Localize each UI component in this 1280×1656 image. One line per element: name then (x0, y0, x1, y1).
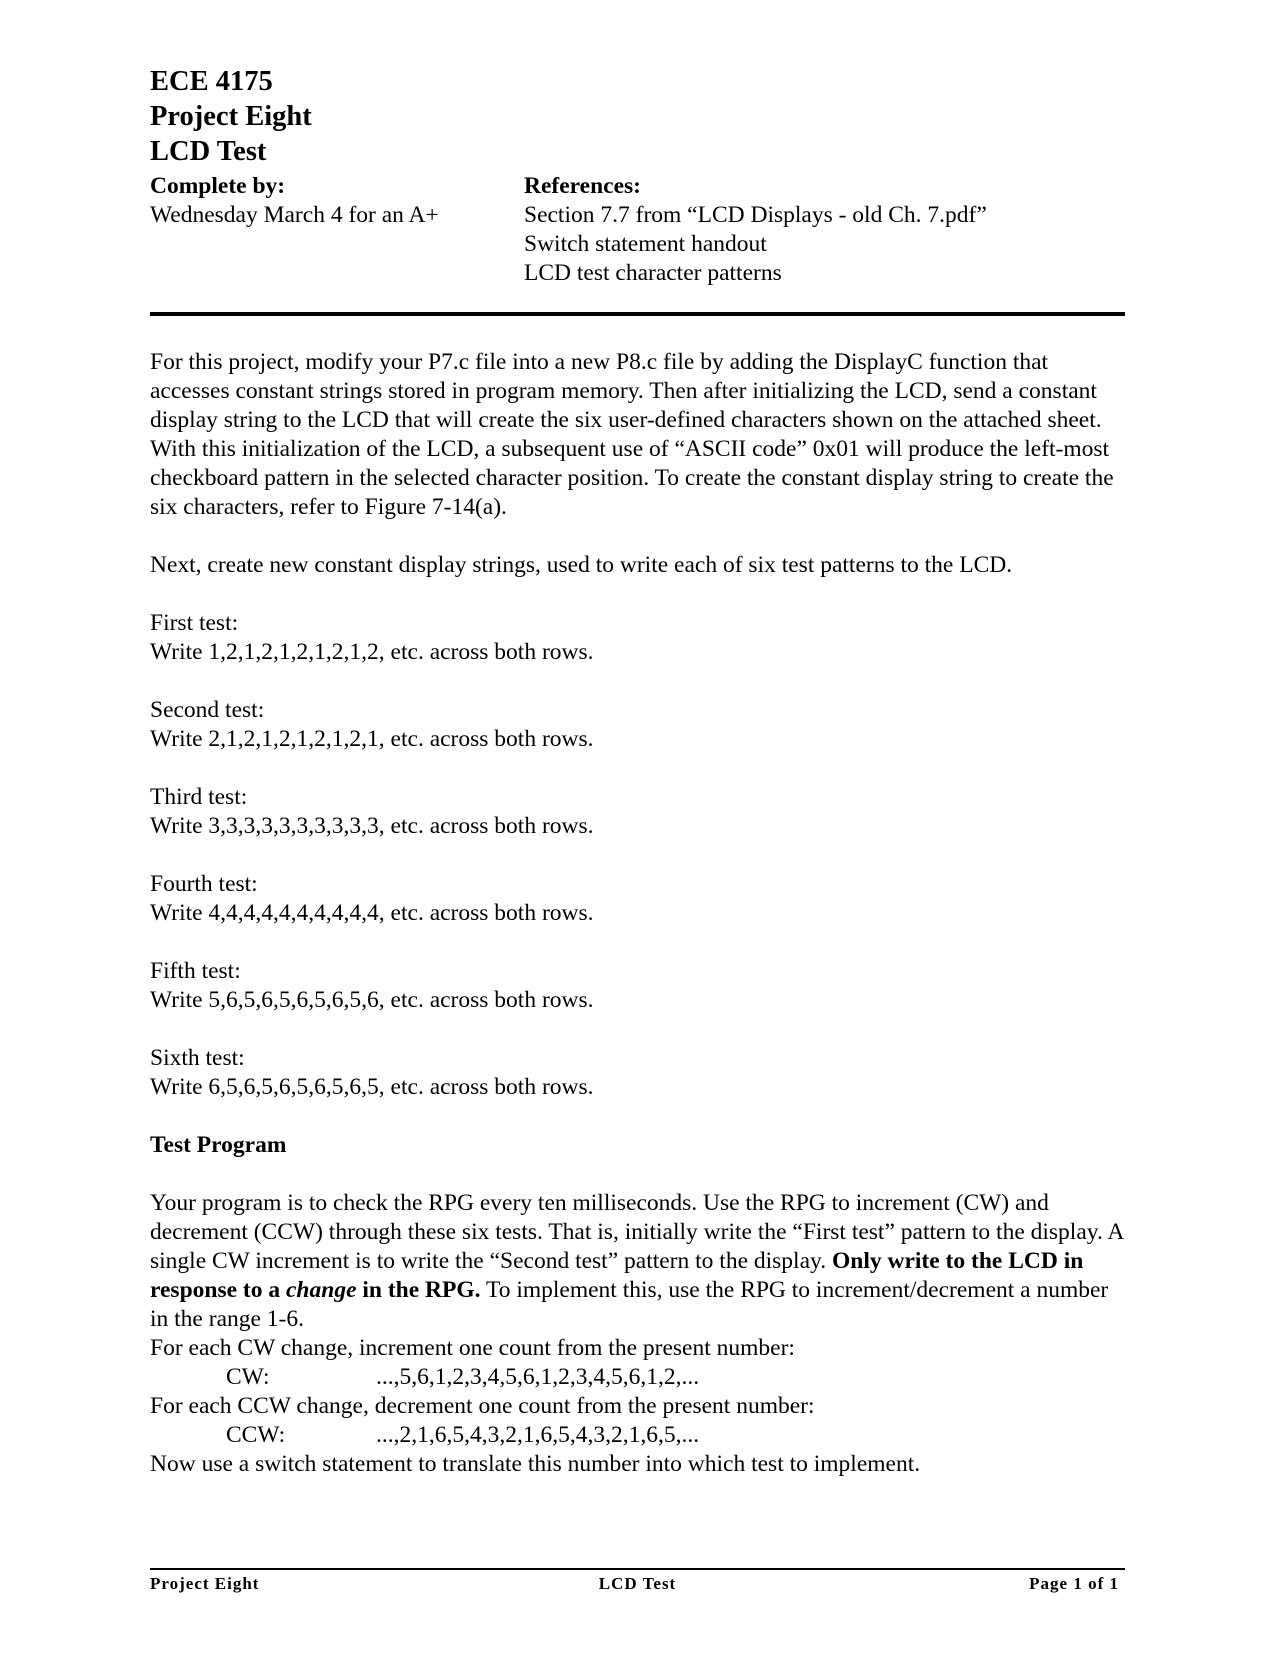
test-label: Fourth test: (150, 871, 258, 897)
test-text: Write 3,3,3,3,3,3,3,3,3,3, etc. across both rows. (150, 813, 594, 839)
test-block (150, 870, 1125, 928)
test-text: Write 4,4,4,4,4,4,4,4,4,4, etc. across both rows. (150, 900, 594, 926)
project-title: Project Eight (150, 101, 312, 132)
test-label: First test: (150, 610, 239, 636)
ccw-sequence: ...,2,1,6,5,4,3,2,1,6,5,4,3,2,1,6,5,... (376, 1422, 700, 1448)
complete-by-label: Complete by: (150, 173, 286, 199)
header-info (150, 172, 1125, 288)
footer-left: Project Eight (150, 1574, 260, 1593)
cw-sequence: ...,5,6,1,2,3,4,5,6,1,2,3,4,5,6,1,2,... (376, 1364, 700, 1390)
complete-by-value: Wednesday March 4 for an A+ (150, 202, 439, 228)
footer-page-number: Page 1 of 1 (1029, 1574, 1119, 1593)
test-label: Fifth test: (150, 958, 241, 984)
test-block (150, 783, 1125, 841)
test-block (150, 696, 1125, 754)
closing-line: Now use a switch statement to translate this number into which test to implement. (150, 1451, 921, 1477)
test-label: Sixth test: (150, 1045, 245, 1071)
test-program-heading: Test Program (150, 1132, 287, 1158)
complete-by-block (150, 172, 524, 288)
footer-center: LCD Test (598, 1574, 677, 1593)
header-divider (150, 312, 1125, 316)
bold-text: in the RPG. (356, 1277, 481, 1303)
cw-label: CW: (226, 1364, 270, 1390)
test-text: Write 1,2,1,2,1,2,1,2,1,2, etc. across both rows. (150, 639, 594, 665)
test-label: Third test: (150, 784, 248, 810)
page-footer (150, 1568, 1125, 1595)
paragraph-text: To implement this, use the RPG to increment/decrement a number in the range 1-6. (150, 1277, 1109, 1332)
test-text: Write 6,5,6,5,6,5,6,5,6,5, etc. across both rows. (150, 1074, 594, 1100)
paragraph-text: Your program is to check the RPG every ten milliseconds. Use the RPG to increment (CW) and decrement (CCW) through these six tests. That is, initially write the “First test” pattern to the display. A single CW increment is to write the “Second test” pattern to the display. (150, 1190, 1124, 1274)
ccw-sequence-row (150, 1421, 1125, 1450)
document-page (150, 64, 1125, 1479)
test-block (150, 957, 1125, 1015)
test-block (150, 609, 1125, 667)
reference-item: Section 7.7 from “LCD Displays - old Ch. 7.pdf” (524, 202, 987, 228)
reference-item: LCD test character patterns (524, 260, 782, 286)
bold-text: Only write to the LCD in response to a (150, 1248, 1084, 1303)
references-label: References: (524, 173, 641, 199)
intro-paragraph: For this project, modify your P7.c file into a new P8.c file by adding the DisplayC function that accesses constant strings stored in program memory. Then after initializing the LCD, send a constant display string to the LCD that will create the six user-defined characters shown on the attached sheet. With this initialization of the LCD, a subsequent use of “ASCII code” 0x01 will produce the left-most checkboard pattern in the selected character position. To create the constant display string to create the six characters, refer to Figure 7-14(a). (150, 349, 1114, 520)
bold-italic-text: change (286, 1277, 357, 1303)
cw-sequence-row (150, 1363, 1125, 1392)
references-block (524, 172, 987, 288)
ccw-label: CCW: (226, 1422, 286, 1448)
reference-item: Switch statement handout (524, 231, 767, 257)
test-label: Second test: (150, 697, 265, 723)
topic-title: LCD Test (150, 136, 267, 167)
course-title: ECE 4175 (150, 66, 273, 97)
test-block (150, 1044, 1125, 1102)
test-program-paragraph (150, 1189, 1125, 1334)
next-paragraph: Next, create new constant display strings, used to write each of six test patterns to the LCD. (150, 552, 1013, 578)
cw-intro: For each CW change, increment one count from the present number: (150, 1335, 795, 1361)
ccw-intro: For each CCW change, decrement one count from the present number: (150, 1393, 815, 1419)
test-text: Write 2,1,2,1,2,1,2,1,2,1, etc. across both rows. (150, 726, 594, 752)
test-text: Write 5,6,5,6,5,6,5,6,5,6, etc. across both rows. (150, 987, 594, 1013)
